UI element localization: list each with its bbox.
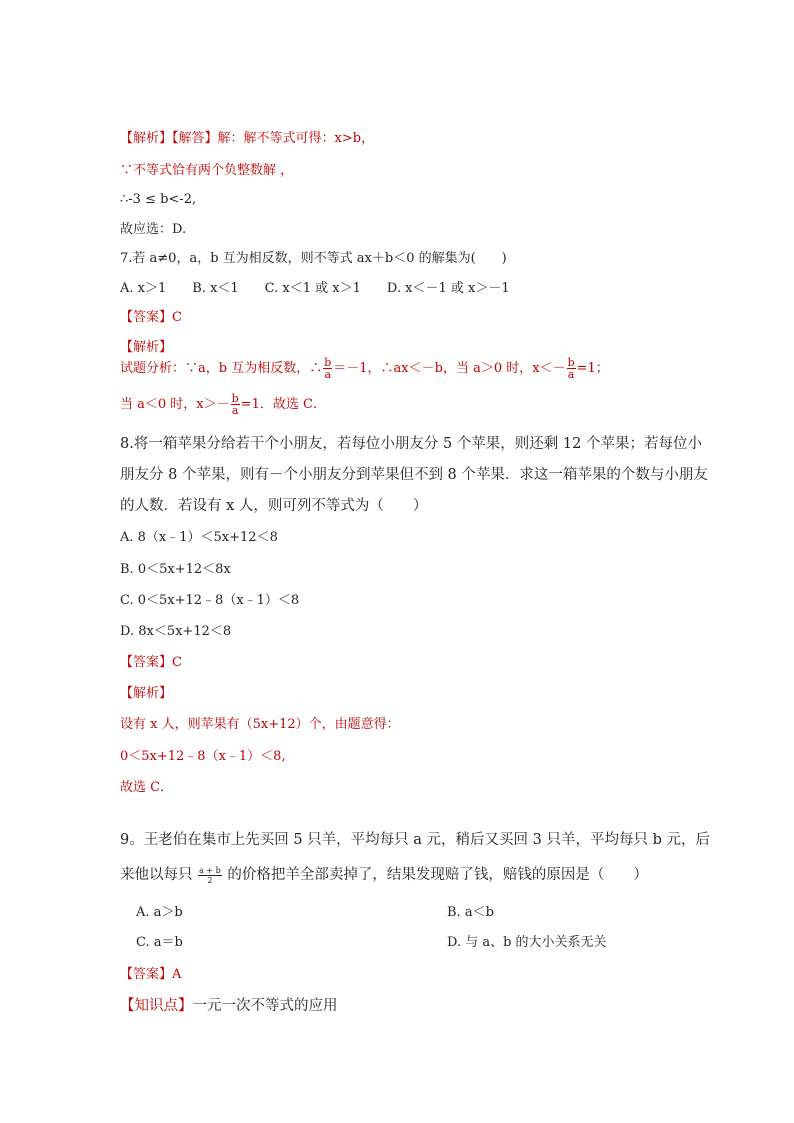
fraction-b-over-a [323, 357, 332, 380]
q7-analysis-line-1 [120, 357, 609, 381]
fraction-b-over-a [231, 393, 240, 416]
frac-num: b [324, 356, 332, 369]
solution-line-4: 故应选：D. [120, 222, 187, 237]
q7-options: A. x＞1 B. x＜1 C. x＜1 或 x＞1 D. x＜－1 或 x＞－1 [120, 281, 510, 296]
q7-stem: 7.若 a≠0，a，b 互为相反数，则不等式 ax＋b＜0 的解集为( ) [120, 251, 507, 266]
text-segment: =1．故选 C． [240, 397, 326, 412]
solution-line-3: ∴-3 ≤ b<-2, [120, 192, 197, 207]
answer-value: C [172, 310, 182, 325]
knowledge-text: 一元一次不等式的应用 [192, 998, 338, 1014]
q9-option-b: B. a＜b [447, 905, 494, 920]
q8-stem-2: 朋友分 8 个苹果，则有－个小朋友分到苹果但不到 8 个苹果．求这一箱苹果的个数与小朋友 [120, 467, 708, 483]
text-segment: ＝－1，∴ax＜－b，当 a＞0 时，x＜－ [333, 361, 566, 376]
answer-value: A [172, 967, 182, 982]
answer-tag: 【答案】 [120, 967, 173, 982]
q7-analysis-line-2 [120, 393, 326, 417]
q8-option-d: D. 8x＜5x+12＜8 [120, 624, 232, 639]
solution-tag: 【解答】 [172, 131, 218, 146]
text-segment: =1； [576, 361, 609, 376]
text-segment: 来他以每只 [120, 867, 198, 883]
text-segment: 当 a＜0 时，x＞－ [120, 397, 230, 412]
fraction-b-over-a [567, 357, 576, 380]
q8-option-a: A. 8（x﹣1）＜5x+12＜8 [120, 530, 278, 545]
frac-den: a [231, 404, 239, 417]
frac-num: a + b [199, 865, 221, 875]
q8-analysis-line-3: 故选 C． [120, 780, 174, 795]
solution-line [120, 130, 374, 148]
text-segment: 试题分析：∵a，b 互为相反数，∴ [120, 361, 323, 376]
q8-analysis-line-1: 设有 x 人，则苹果有（5x+12）个，由题意得： [120, 717, 400, 732]
q8-answer [120, 654, 182, 672]
q9-stem-2 [120, 862, 648, 888]
answer-value: C [172, 655, 182, 670]
q9-answer [120, 966, 181, 984]
q9-option-d: D. 与 a、b 的大小关系无关 [447, 935, 607, 950]
q9-stem-1: 9。王老伯在集市上先买回 5 只羊，平均每只 a 元，稍后又买回 3 只羊，平均每只 b 元，后 [120, 832, 710, 848]
q8-stem-3: 的人数．若设有 x 人，则可列不等式为（ ） [120, 498, 428, 514]
frac-den: a [567, 368, 575, 381]
frac-num: b [567, 356, 575, 369]
q9-option-c: C. a＝b [136, 935, 183, 950]
frac-den: 2 [207, 875, 213, 885]
frac-den: a [324, 368, 332, 381]
q8-stem-1: 8.将一箱苹果分给若干个小朋友，若每位小朋友分 5 个苹果，则还剩 12 个苹果；若每位小 [120, 436, 702, 452]
solution-line-2: ∵不等式恰有两个负整数解 ， [120, 163, 294, 178]
q9-knowledge-point [120, 997, 338, 1015]
q8-option-b: B. 0＜5x+12＜8x [120, 562, 231, 577]
analysis-tag: 【解析】 [120, 131, 173, 146]
fraction-a-plus-b-over-2 [198, 866, 222, 885]
frac-num: b [231, 392, 239, 405]
text-segment: 的价格把羊全部卖掉了，结果发现赔了钱，赔钱的原因是（ ） [222, 867, 648, 883]
q8-analysis-tag: 【解析】 [120, 686, 173, 701]
q8-analysis-line-2: 0＜5x+12﹣8（x﹣1）＜8, [120, 749, 286, 764]
q9-option-a: A. a＞b [136, 905, 183, 920]
answer-tag: 【答案】 [120, 310, 173, 325]
answer-tag: 【答案】 [120, 655, 173, 670]
knowledge-tag: 【知识点】 [120, 998, 193, 1014]
q8-option-c: C. 0＜5x+12﹣8（x﹣1）＜8 [120, 593, 300, 608]
solution-text: 解：解不等式可得：x>b， [217, 131, 375, 146]
q7-answer [120, 309, 182, 327]
q7-analysis-tag: 【解析】 [120, 340, 173, 355]
